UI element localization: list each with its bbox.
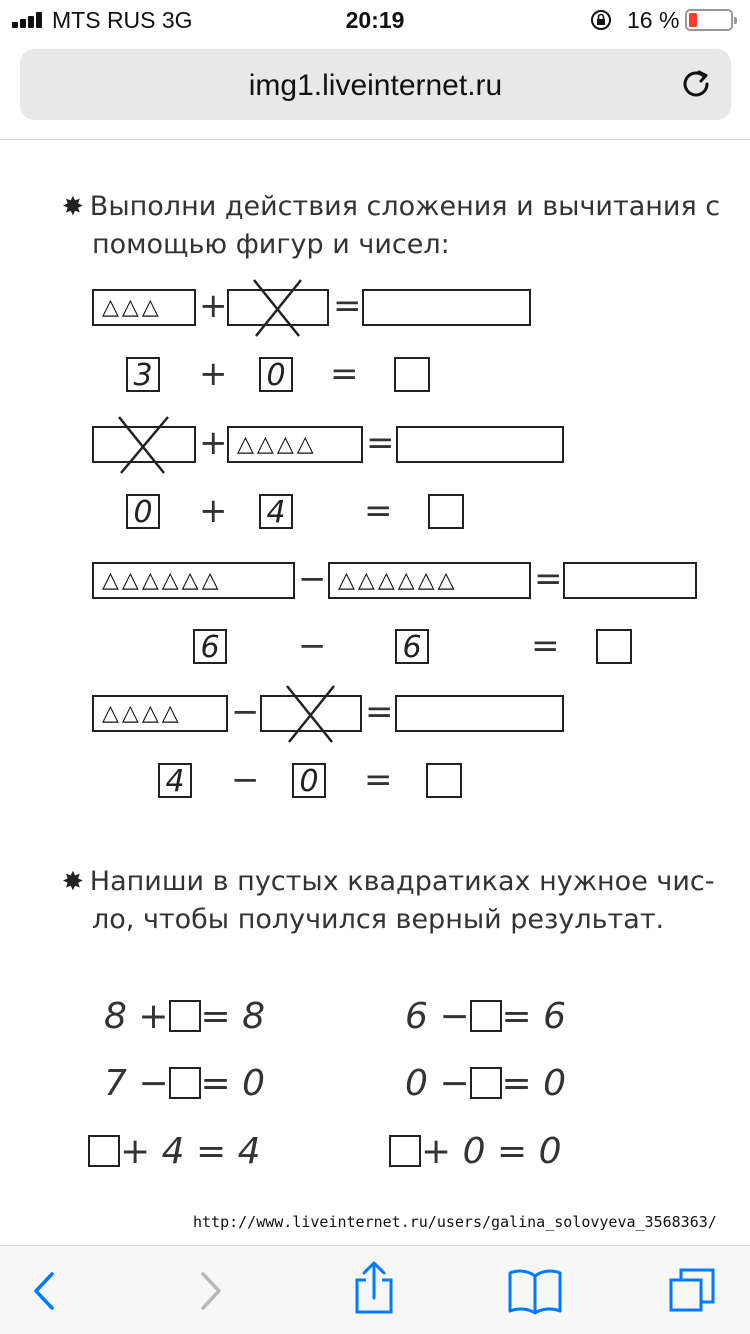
worksheet-image: [0, 141, 750, 1245]
cross-mark-icon: [262, 684, 359, 744]
equals-sign: =: [534, 559, 563, 599]
task1-instruction: [62, 188, 720, 264]
plus-sign: +: [199, 423, 228, 463]
back-icon[interactable]: [20, 1266, 70, 1316]
equals-sign: =: [365, 692, 394, 732]
equals-sign: =: [366, 423, 395, 463]
cross-mark-icon: [94, 415, 193, 475]
plus-sign: +: [199, 286, 228, 326]
empty-square: [389, 1135, 421, 1167]
triangles: △△△△: [102, 701, 182, 726]
fill-in-equation: + 4 = 4: [88, 1131, 260, 1172]
empty-figure-box-crossed: [260, 695, 362, 732]
answer-figure-box: [395, 695, 564, 732]
triangles: △△△: [102, 295, 162, 320]
orientation-lock-icon: [590, 9, 612, 31]
battery-percent: 16 %: [627, 7, 680, 33]
number-box: 4: [158, 763, 192, 798]
source-url: http://www.liveinternet.ru/users/galina_solovyeva_3568363/: [193, 1213, 717, 1231]
figure-box: [328, 562, 531, 599]
task2-instruction: [62, 863, 714, 939]
equals-sign: =: [330, 354, 359, 394]
equals-sign: =: [364, 760, 393, 800]
empty-square: [88, 1135, 120, 1167]
task2-line2: ло, чтобы получился верный результат.: [92, 904, 665, 935]
figure-box: [92, 695, 228, 732]
task1-line1: Выполни действия сложения и вычитания с: [89, 191, 721, 222]
star-icon: ✸: [62, 867, 84, 897]
answer-number-box: [426, 763, 462, 798]
answer-figure-box: [563, 562, 697, 599]
answer-number-box: [596, 629, 632, 664]
triangles: △△△△△△: [338, 568, 458, 593]
number-box: 6: [395, 629, 429, 664]
url-text: img1.liveinternet.ru: [248, 69, 503, 102]
empty-square: [470, 1067, 502, 1099]
fill-in-equation: 8 + = 8: [104, 996, 266, 1037]
empty-square: [169, 1000, 201, 1032]
figure-box: [92, 562, 295, 599]
minus-sign: −: [231, 692, 260, 732]
fill-in-equation: 6 − = 6: [405, 996, 567, 1037]
triangles: △△△△: [237, 432, 317, 457]
equals-sign: =: [364, 491, 393, 531]
empty-square: [470, 1000, 502, 1032]
fill-in-equation: 0 − = 0: [405, 1063, 567, 1104]
fill-in-equation: 7 − = 0: [104, 1063, 266, 1104]
tabs-icon[interactable]: [667, 1266, 717, 1316]
number-box: 0: [259, 357, 293, 392]
cross-mark-icon: [229, 278, 326, 338]
figure-box: [227, 426, 363, 463]
browser-chrome: [0, 40, 750, 140]
answer-number-box: [428, 494, 464, 529]
plus-sign: +: [199, 491, 228, 531]
number-box: 0: [292, 763, 326, 798]
number-box: 0: [126, 494, 160, 529]
answer-figure-box: [396, 426, 564, 463]
answer-number-box: [394, 357, 430, 392]
number-box: 3: [126, 357, 160, 392]
minus-sign: −: [231, 760, 260, 800]
equals-sign: =: [333, 286, 362, 326]
fill-in-equation: + 0 = 0: [389, 1131, 561, 1172]
minus-sign: −: [298, 626, 327, 666]
number-box: 4: [259, 494, 293, 529]
bookmarks-icon[interactable]: [507, 1266, 563, 1316]
clock: 20:19: [345, 7, 405, 33]
number-box: 6: [193, 629, 227, 664]
carrier-label: MTS RUS 3G: [52, 7, 193, 33]
star-icon: ✸: [62, 192, 84, 222]
triangles: △△△△△△: [102, 568, 222, 593]
plus-sign: +: [199, 354, 228, 394]
status-bar: [0, 0, 750, 40]
empty-figure-box-crossed: [92, 426, 196, 463]
forward-icon[interactable]: [185, 1266, 235, 1316]
battery-icon: [685, 9, 733, 31]
task2-line1: Напиши в пустых квадратиках нужное чис-: [89, 866, 715, 897]
answer-figure-box: [362, 289, 531, 326]
share-icon[interactable]: [349, 1260, 399, 1316]
reload-icon[interactable]: [680, 68, 714, 102]
equals-sign: =: [531, 626, 560, 666]
task1-line2: помощью фигур и чисел:: [92, 229, 450, 260]
address-bar[interactable]: [20, 49, 731, 120]
empty-square: [169, 1067, 201, 1099]
browser-toolbar: [0, 1245, 750, 1334]
figure-box: [92, 289, 196, 326]
empty-figure-box-crossed: [227, 289, 329, 326]
minus-sign: −: [298, 559, 327, 599]
